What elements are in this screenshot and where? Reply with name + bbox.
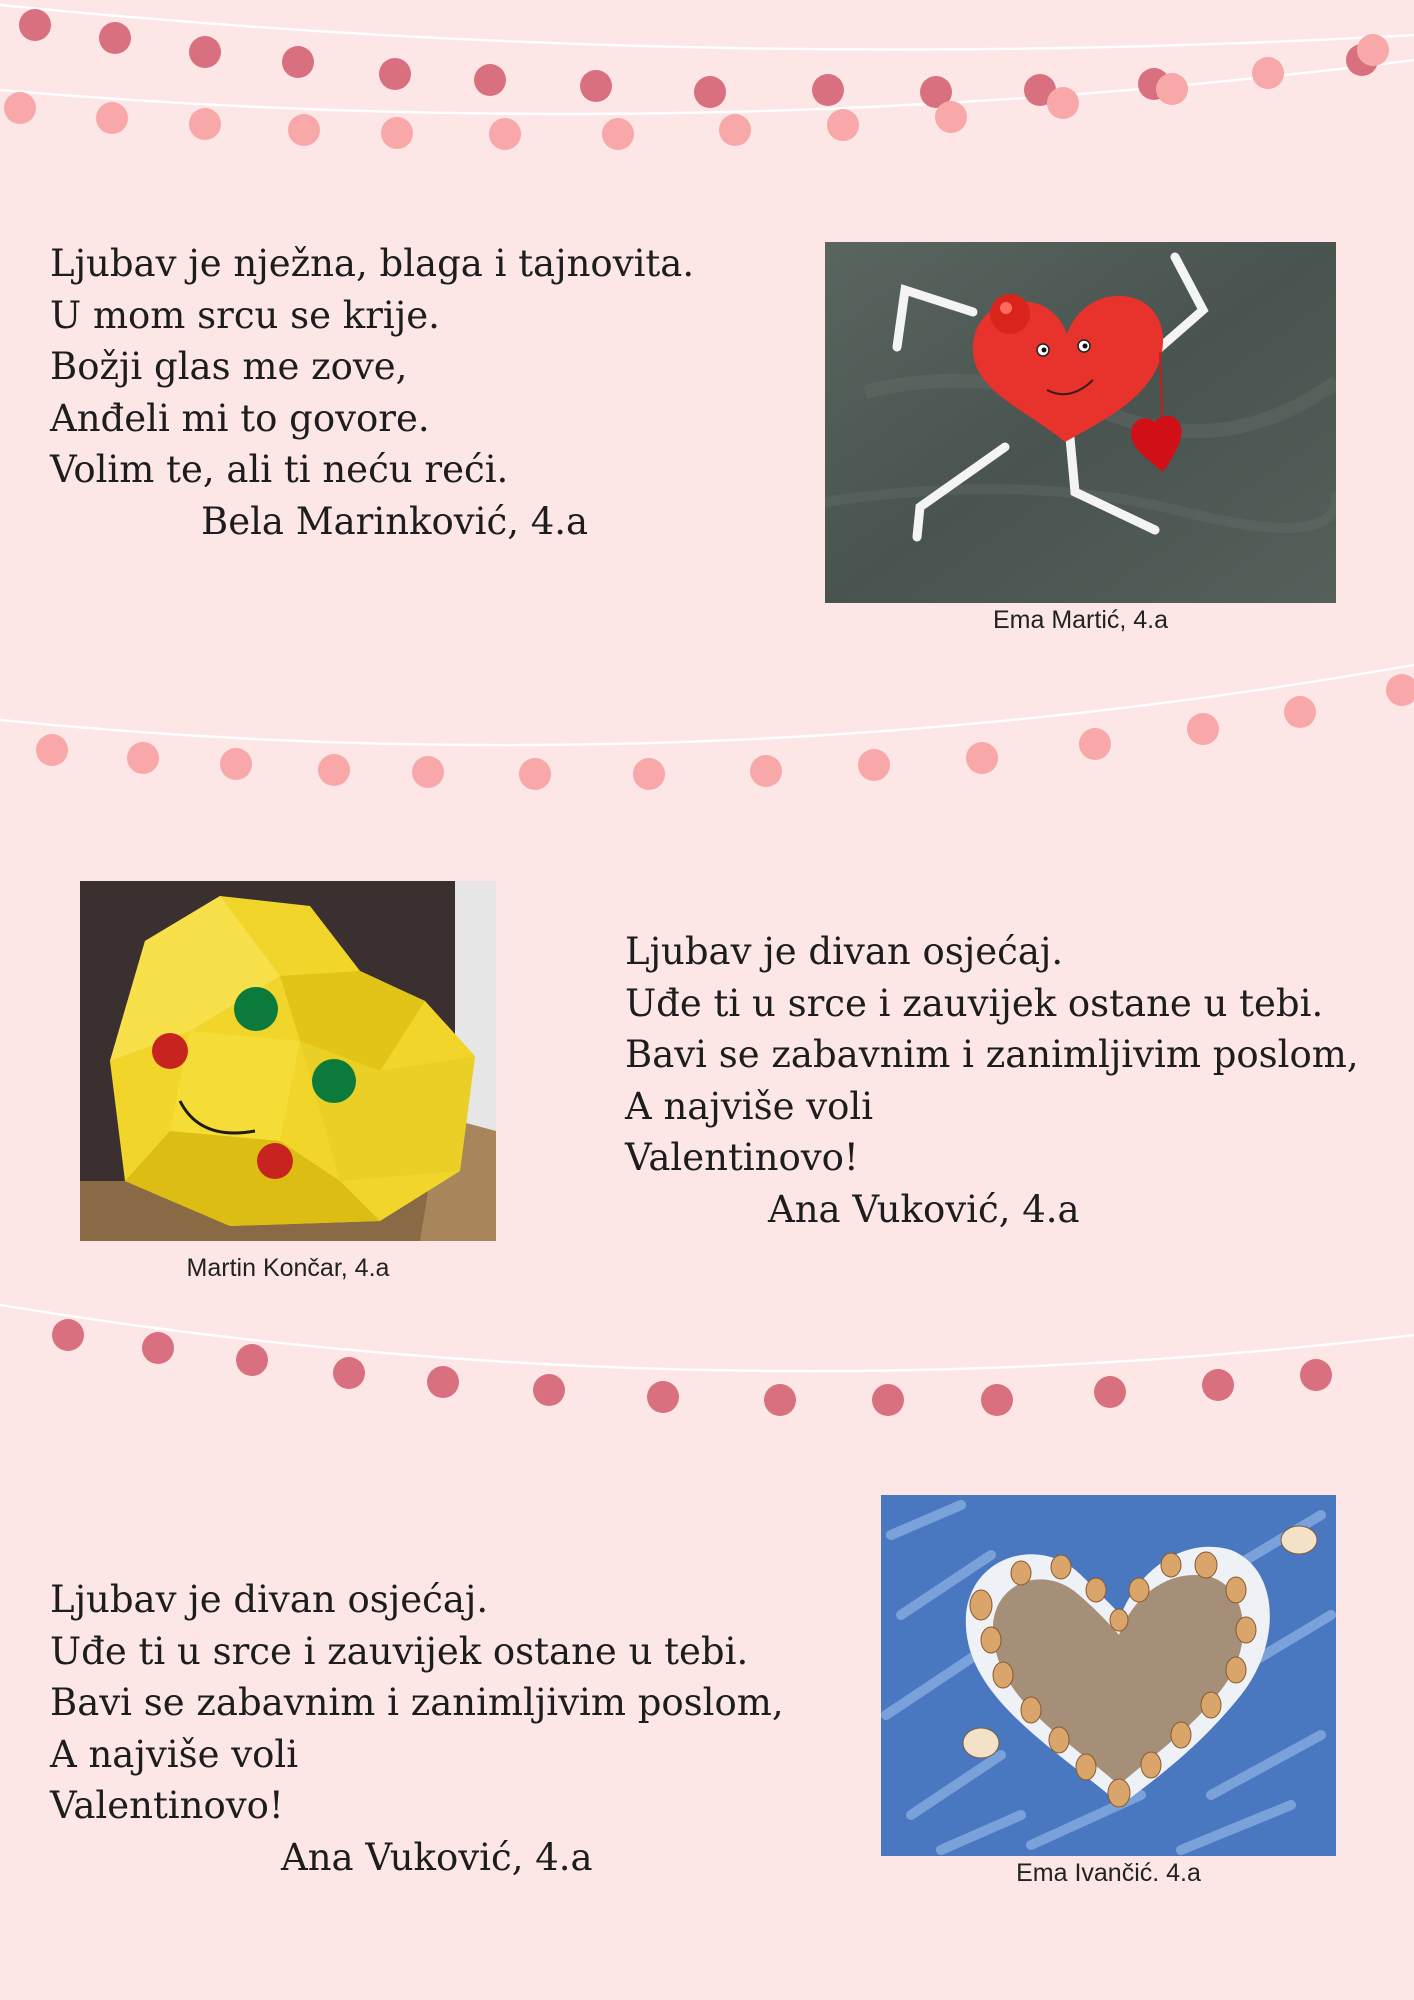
poem-line: Bavi se zabavnim i zanimljivim poslom,	[50, 1681, 784, 1724]
poem-line: U mom srcu se krije.	[50, 293, 440, 337]
shell-heart-artwork	[881, 1495, 1336, 1856]
poem-line: Valentinovo!	[50, 1784, 284, 1827]
poem-line: Uđe ti u srce i zauvijek ostane u tebi.	[625, 981, 1324, 1025]
photo-caption: Ema Ivančić. 4.a	[1016, 1859, 1201, 1887]
poem-line: Ljubav je nježna, blaga i tajnovita.	[50, 242, 695, 285]
yellow-heart-artwork	[80, 881, 496, 1241]
photo-caption: Ema Martić, 4.a	[992, 606, 1169, 634]
poem-line: Uđe ti u srce i zauvijek ostane u tebi.	[50, 1629, 749, 1673]
poem-line: Božji glas me zove,	[50, 345, 408, 388]
poem-1	[50, 238, 694, 547]
poem-line: A najviše voli	[625, 1084, 874, 1128]
poem-line: Volim te, ali ti neću reći.	[50, 448, 509, 491]
poem-author: Bela Marinković, 4.a	[201, 499, 589, 543]
poem-2	[625, 926, 1359, 1235]
poem-line: Ljubav je divan osjećaj.	[625, 930, 1064, 973]
photo-yellow-heart	[80, 881, 496, 1241]
poem-3	[50, 1574, 784, 1883]
photo-shell-heart	[881, 1495, 1336, 1856]
poem-line: Valentinovo!	[625, 1136, 859, 1179]
poem-line: Ljubav je divan osjećaj.	[50, 1578, 489, 1621]
red-heart-artwork	[825, 242, 1336, 603]
poem-line: Bavi se zabavnim i zanimljivim poslom,	[625, 1033, 1359, 1076]
photo-red-heart	[825, 242, 1336, 603]
poem-author: Ana Vuković, 4.a	[281, 1835, 593, 1879]
poem-line: Anđeli mi to govore.	[50, 396, 430, 440]
poem-author: Ana Vuković, 4.a	[768, 1187, 1080, 1231]
photo-caption: Martin Končar, 4.a	[186, 1254, 390, 1282]
poem-line: A najviše voli	[50, 1732, 299, 1776]
